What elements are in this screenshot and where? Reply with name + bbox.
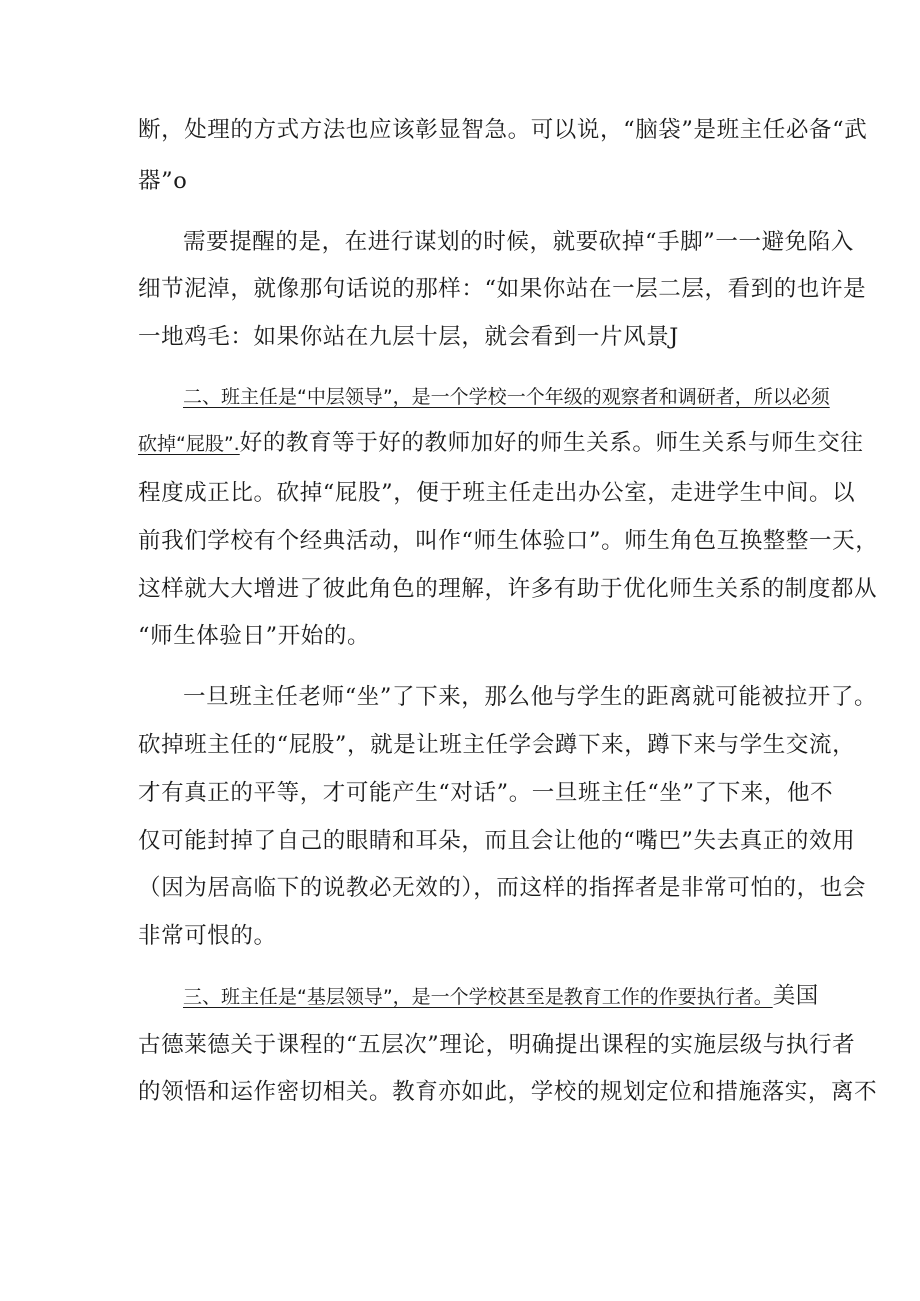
paragraph-5-line-2: 古德莱德关于课程的“五层次”理论，明确提出课程的实施层级与执行者 [138, 1032, 856, 1058]
paragraph-3-line-3: 程度成正比。砍掉“屁股”，便于班主任走出办公室，走进学生中间。以 [138, 480, 856, 506]
section-3-heading: 三、班主任是“基层领导”，是一个学校甚至是教育工作的作要执行者。 [183, 986, 773, 1008]
paragraph-5-line-1-text: 美国 [772, 983, 819, 1009]
paragraph-2-line-1: 需要提醒的是，在进行谋划的时候，就要砍掉“手脚”一一避免陷入 [183, 229, 855, 255]
paragraph-5-line-3: 的领悟和运作密切相关。教育亦如此，学校的规划定位和措施落实，离不 [138, 1079, 878, 1105]
section-2-heading-line-2: 砍掉“屁股”. [138, 433, 240, 455]
paragraph-3-line-2 [138, 428, 864, 459]
paragraph-1-line-2: 器”o [138, 168, 188, 194]
paragraph-4-line-6: 非常可恨的。 [138, 923, 277, 949]
paragraph-4-line-3: 才有真正的平等，才可能产生“对话”。一旦班主任“坐”了下来，他不 [138, 780, 834, 806]
paragraph-2-line-3: 一地鸡毛：如果你站在九层十层，就会看到一片风景J [138, 324, 679, 350]
paragraph-4-line-5: （因为居高临下的说教必无效的），而这样的指挥者是非常可怕的，也会 [138, 875, 866, 901]
paragraph-5-line-1 [183, 981, 819, 1012]
paragraph-4-line-4: 仅可能封掉了自己的眼睛和耳朵，而且会让他的“嘴巴”失去真正的效用 [138, 828, 856, 854]
paragraph-3-line-2-text: 好的教育等于好的教师加好的师生关系。师生关系与师生交往 [239, 430, 864, 456]
paragraph-3-line-5: 这样就大大增进了彼此角色的理解，许多有助于优化师生关系的制度都从 [138, 576, 878, 602]
section-2-heading-line-1: 二、班主任是“中层领导”，是一个学校一个年级的观察者和调研者，所以必须 [183, 386, 830, 408]
paragraph-4-line-2: 砍掉班主任的“屁股”，就是让班主任学会蹲下来，蹲下来与学生交流， [138, 732, 856, 758]
paragraph-1-line-1: 断，处理的方式方法也应该彰显智急。可以说，“脑袋”是班主任必备“武 [138, 117, 868, 143]
paragraph-2-line-2: 细节泥淖，就像那句话说的那样：“如果你站在一层二层，看到的也许是 [138, 276, 867, 302]
paragraph-3-line-4: 前我们学校有个经典活动，叫作“师生体验口”。师生角色互换整整一天， [138, 528, 879, 554]
paragraph-3-line-6: “师生体验日”开始的。 [138, 623, 371, 649]
paragraph-4-line-1: 一旦班主任老师“坐”了下来，那么他与学生的距离就可能被拉开了。 [183, 684, 878, 710]
